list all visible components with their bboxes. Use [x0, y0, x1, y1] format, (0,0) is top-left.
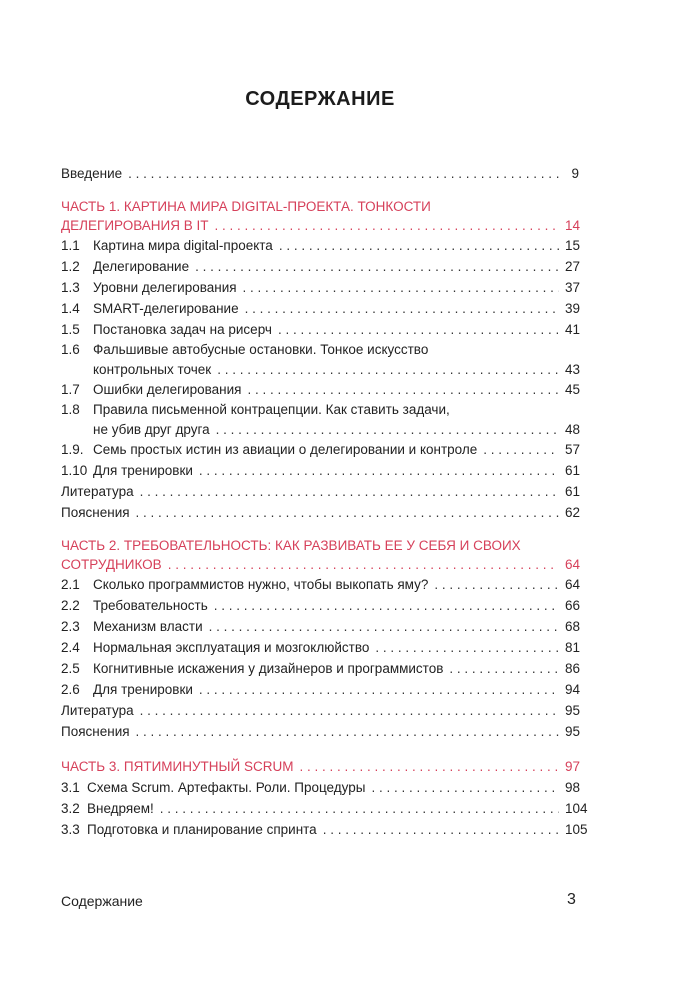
- toc-entry-page: 9: [571, 166, 579, 181]
- toc-entry-page: 68: [565, 619, 581, 634]
- toc-entry-text: Литература: [61, 484, 134, 499]
- leader-dots: [299, 756, 559, 777]
- toc-entry-2-5[interactable]: [61, 658, 579, 679]
- toc-entry-page: 94: [565, 682, 581, 697]
- page-number: 3: [567, 891, 576, 908]
- toc-entry-number: 1.7: [61, 382, 80, 397]
- toc-entry-number: 3.3: [61, 822, 80, 837]
- toc-entry-text: Правила письменной контрацепции. Как ставить задачи,: [93, 402, 450, 417]
- leader-dots: [136, 721, 559, 742]
- toc-entry-text: Семь простых истин из авиации о делегировании и контроле: [93, 442, 478, 457]
- toc-entry-number: 2.6: [61, 682, 80, 697]
- toc-entry-page: 45: [565, 382, 581, 397]
- leader-dots: [375, 637, 559, 658]
- toc-entry-text: Сколько программистов нужно, чтобы выкопать яму?: [93, 577, 429, 592]
- toc-entry-page: 61: [565, 463, 581, 478]
- toc-entry-1-9[interactable]: [61, 439, 579, 460]
- toc-entry-text: Требовательность: [93, 598, 208, 613]
- toc-entry-notes-2[interactable]: [61, 721, 579, 742]
- toc-entry-page: 98: [565, 780, 581, 795]
- toc-entry-text: Внедряем!: [87, 801, 154, 816]
- leader-dots: [278, 319, 559, 340]
- leader-dots: [217, 360, 559, 379]
- toc-entry-page: 41: [565, 322, 581, 337]
- toc-entry-page: 14: [565, 218, 581, 233]
- toc-entry-page: 81: [565, 640, 581, 655]
- toc-entry-page: 48: [565, 422, 581, 437]
- toc-entry-2-1[interactable]: [61, 574, 579, 595]
- leader-dots: [449, 658, 559, 679]
- toc-entry-1-7[interactable]: [61, 379, 579, 400]
- leader-dots: [483, 439, 559, 460]
- toc-entry-number: 1.1: [61, 238, 80, 253]
- leader-dots: [199, 460, 559, 481]
- part-title-line1: ЧАСТЬ 1. КАРТИНА МИРА DIGITAL-ПРОЕКТА. ТОНКОСТИ: [61, 199, 431, 214]
- toc-entry-number: 1.10: [61, 463, 88, 478]
- toc-entry-1-4[interactable]: [61, 298, 579, 319]
- toc-entry-text: Литература: [61, 703, 134, 718]
- toc-entry-page: 66: [565, 598, 581, 613]
- leader-dots: [160, 798, 559, 819]
- toc-entry-1-6[interactable]: [61, 340, 579, 379]
- leader-dots: [140, 481, 559, 502]
- leader-dots: [199, 679, 559, 700]
- toc-entry-literature-2[interactable]: [61, 700, 579, 721]
- leader-dots: [215, 216, 560, 235]
- toc-entry-page: 57: [565, 442, 581, 457]
- toc-entry-page: 62: [565, 505, 581, 520]
- toc-entry-number: 1.4: [61, 301, 80, 316]
- toc-entry-text: Уровни делегирования: [93, 280, 237, 295]
- toc-entry-2-3[interactable]: [61, 616, 579, 637]
- toc-part-3-heading[interactable]: [61, 756, 579, 777]
- toc-entry-number: 2.2: [61, 598, 80, 613]
- toc-entry-number: 1.3: [61, 280, 80, 295]
- toc-entry-text: SMART-делегирование: [93, 301, 239, 316]
- leader-dots: [371, 777, 559, 798]
- toc-entry-text: Когнитивные искажения у дизайнеров и программистов: [93, 661, 444, 676]
- toc-entry-page: 43: [565, 362, 581, 377]
- toc-entry-number: 2.5: [61, 661, 80, 676]
- toc-part-1-heading[interactable]: [61, 198, 579, 235]
- toc-entry-number: 1.6: [61, 342, 80, 357]
- toc-entry-page: 39: [565, 301, 581, 316]
- leader-dots: [209, 616, 559, 637]
- toc-entry-text: Подготовка и планирование спринта: [87, 822, 317, 837]
- toc-entry-2-2[interactable]: [61, 595, 579, 616]
- toc-entry-page: 97: [565, 759, 581, 774]
- leader-dots: [168, 555, 559, 574]
- toc-entry-page: 95: [565, 724, 581, 739]
- toc-entry-3-2[interactable]: [61, 798, 588, 819]
- toc-entry-page: 61: [565, 484, 581, 499]
- toc-entry-page: 15: [565, 238, 581, 253]
- leader-dots: [243, 277, 559, 298]
- toc-entry-1-1[interactable]: [61, 235, 579, 256]
- toc-entry-page: 105: [565, 822, 588, 837]
- toc-entry-intro[interactable]: [61, 163, 579, 184]
- toc-entry-number: 2.4: [61, 640, 80, 655]
- table-of-contents: [61, 163, 588, 840]
- toc-entry-text-cont: не убив друг друга: [93, 422, 210, 437]
- toc-entry-page: 64: [565, 577, 581, 592]
- toc-entry-3-3[interactable]: [61, 819, 588, 840]
- toc-entry-text: Введение: [61, 166, 123, 181]
- toc-entry-1-10[interactable]: [61, 460, 579, 481]
- leader-dots: [195, 256, 559, 277]
- toc-entry-text: Нормальная эксплуатация и мозгоклюйство: [93, 640, 370, 655]
- leader-dots: [214, 595, 559, 616]
- toc-entry-literature-1[interactable]: [61, 481, 579, 502]
- toc-entry-page: 37: [565, 280, 581, 295]
- toc-entry-text-cont: контрольных точек: [93, 362, 212, 377]
- toc-entry-number: 1.5: [61, 322, 80, 337]
- toc-entry-text: Картина мира digital-проекта: [93, 238, 273, 253]
- toc-entry-1-3[interactable]: [61, 277, 579, 298]
- leader-dots: [279, 235, 559, 256]
- leader-dots: [140, 700, 559, 721]
- toc-entry-number: 2.1: [61, 577, 80, 592]
- toc-entry-1-2[interactable]: [61, 256, 579, 277]
- toc-entry-page: 27: [565, 259, 581, 274]
- part-title-line2: СОТРУДНИКОВ: [61, 557, 162, 572]
- toc-entry-notes-1[interactable]: [61, 502, 579, 523]
- toc-entry-text: Делегирование: [93, 259, 190, 274]
- toc-entry-page: 86: [565, 661, 581, 676]
- toc-entry-number: 1.2: [61, 259, 80, 274]
- toc-entry-text: Пояснения: [61, 505, 130, 520]
- toc-entry-page: 104: [565, 801, 588, 816]
- leader-dots: [136, 502, 559, 523]
- toc-entry-text: Механизм власти: [93, 619, 203, 634]
- part-title-line2: ДЕЛЕГИРОВАНИЯ В IT: [61, 218, 209, 233]
- toc-entry-2-6[interactable]: [61, 679, 579, 700]
- toc-entry-number: 3.2: [61, 801, 80, 816]
- toc-entry-page: 95: [565, 703, 581, 718]
- part-title-line1: ЧАСТЬ 3. ПЯТИМИНУТНЫЙ SCRUM: [61, 759, 294, 774]
- running-footer-label: Содержание: [61, 893, 143, 909]
- leader-dots: [247, 379, 559, 400]
- leader-dots: [216, 420, 559, 439]
- toc-entry-text: Фальшивые автобусные остановки. Тонкое искусство: [93, 342, 429, 357]
- leader-dots: [434, 574, 559, 595]
- toc-entry-1-5[interactable]: [61, 319, 579, 340]
- toc-entry-1-8[interactable]: [61, 400, 579, 439]
- toc-entry-number: 1.9.: [61, 442, 84, 457]
- page-title: СОДЕРЖАНИЕ: [245, 88, 395, 110]
- leader-dots: [128, 163, 559, 184]
- toc-entry-2-4[interactable]: [61, 637, 579, 658]
- toc-entry-text: Схема Scrum. Артефакты. Роли. Процедуры: [87, 780, 366, 795]
- leader-dots: [323, 819, 559, 840]
- part-title-line1: ЧАСТЬ 2. ТРЕБОВАТЕЛЬНОСТЬ: КАК РАЗВИВАТЬ ЕЕ У СЕБЯ И СВОИХ: [61, 538, 521, 553]
- toc-part-2-heading[interactable]: [61, 537, 579, 574]
- toc-entry-number: 3.1: [61, 780, 80, 795]
- toc-entry-text: Для тренировки: [93, 682, 193, 697]
- toc-entry-number: 1.8: [61, 402, 80, 417]
- toc-entry-text: Для тренировки: [93, 463, 193, 478]
- toc-entry-text: Ошибки делегирования: [93, 382, 242, 397]
- toc-entry-3-1[interactable]: [61, 777, 579, 798]
- toc-entry-page: 64: [565, 557, 581, 572]
- toc-entry-number: 2.3: [61, 619, 80, 634]
- leader-dots: [245, 298, 559, 319]
- toc-entry-text: Пояснения: [61, 724, 130, 739]
- toc-entry-text: Постановка задач на рисерч: [93, 322, 272, 337]
